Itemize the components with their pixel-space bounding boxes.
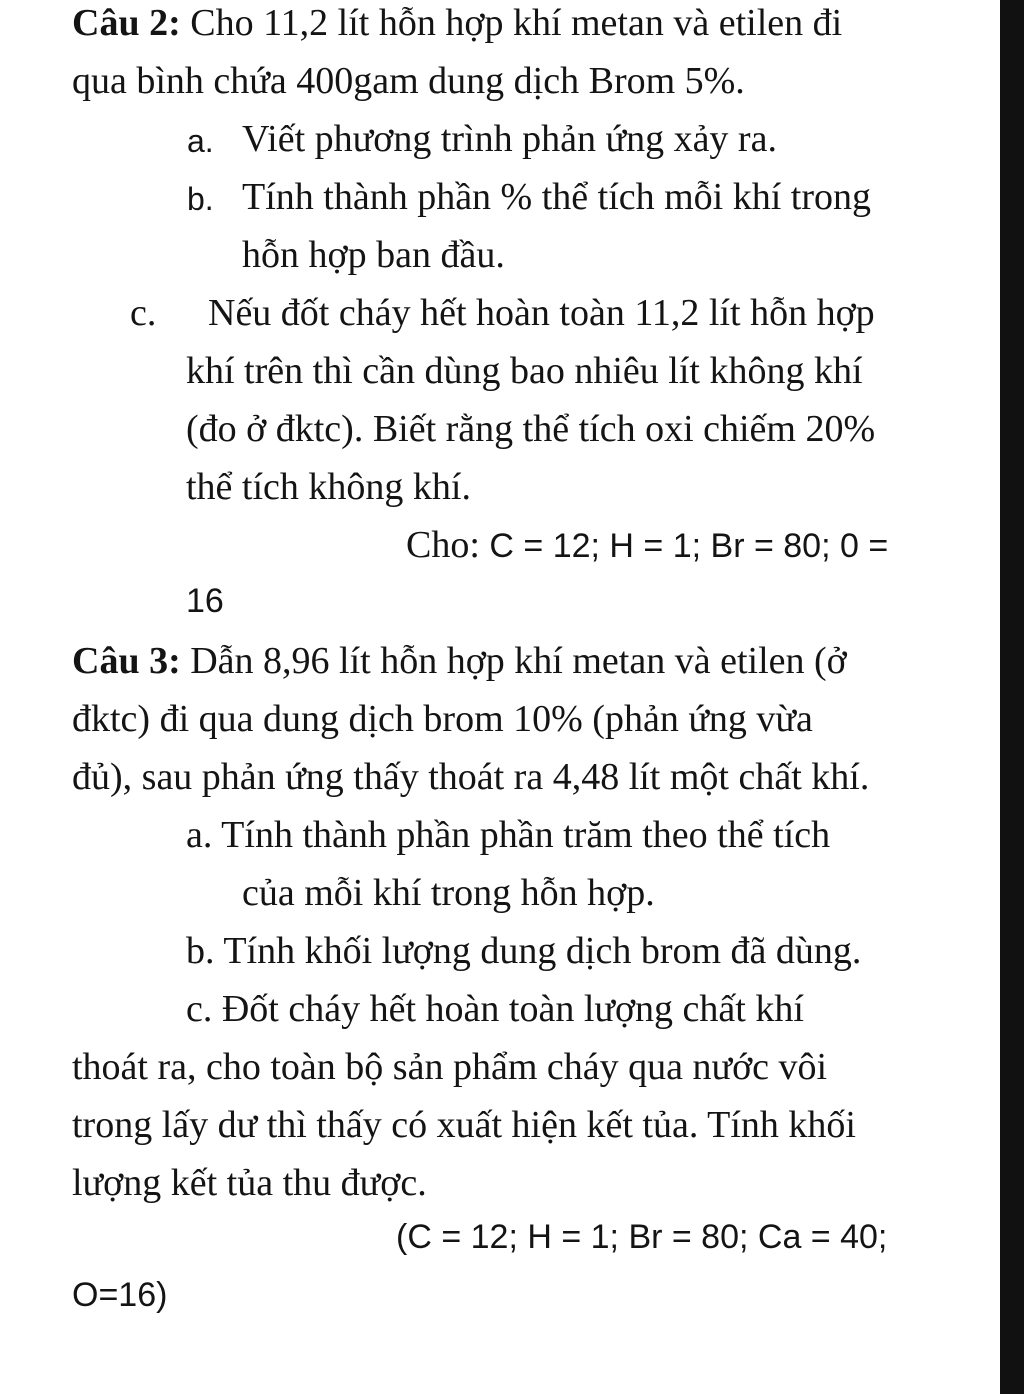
- q2-c-marker: c.: [130, 292, 157, 334]
- q2-b-line-1: Tính thành phần % thể tích mỗi khí trong: [242, 176, 872, 218]
- q2-b-line-2: hỗn hợp ban đầu.: [242, 234, 505, 276]
- q3-b-text: b. Tính khối lượng dung dịch brom đã dùng.: [186, 930, 862, 972]
- right-edge-bar: [1000, 0, 1024, 1394]
- q2-stem-line-2: qua bình chứa 400gam dung dịch Brom 5%.: [72, 60, 745, 102]
- q3-stem-line-1: [72, 642, 847, 680]
- q2-c-line-3: (đo ở đktc). Biết rằng thể tích oxi chiếm 20%: [186, 408, 876, 450]
- q2-b-marker: b.: [187, 181, 214, 217]
- q3-stem-text-1: Dẫn 8,96 lít hỗn hợp khí metan và etilen (ở: [190, 640, 847, 682]
- q2-c-line-2: khí trên thì cần dùng bao nhiêu lít không khí: [186, 350, 863, 392]
- q2-c-line-4: thể tích không khí.: [186, 466, 471, 508]
- q3-a-line-1: a. Tính thành phần phần trăm theo thể tích: [186, 814, 831, 856]
- q2-stem-text-1: Cho 11,2 lít hỗn hợp khí metan và etilen đi: [190, 2, 843, 44]
- q3-c-line-3: trong lấy dư thì thấy có xuất hiện kết tủa. Tính khối: [72, 1104, 856, 1146]
- q3-label: Câu 3:: [72, 640, 181, 682]
- q3-c-line-1: c. Đốt cháy hết hoàn toàn lượng chất khí: [186, 988, 804, 1030]
- q2-stem-line-1: [72, 4, 842, 42]
- q2-label: Câu 2:: [72, 2, 181, 44]
- q2-a-text: Viết phương trình phản ứng xảy ra.: [242, 118, 777, 160]
- q3-c-line-4: lượng kết tủa thu được.: [72, 1162, 427, 1204]
- q3-c-line-2: thoát ra, cho toàn bộ sản phẩm cháy qua nước vôi: [72, 1046, 828, 1088]
- q3-a-line-2: của mỗi khí trong hỗn hợp.: [242, 872, 655, 914]
- q2-given-label: Cho:: [406, 524, 480, 566]
- q2-given-line: [406, 526, 888, 564]
- q2-c-line-1: Nếu đốt cháy hết hoàn toàn 11,2 lít hỗn hợp: [208, 292, 875, 334]
- q2-given-values: C = 12; H = 1; Br = 80; 0 =: [489, 527, 889, 565]
- q3-stem-line-3: đủ), sau phản ứng thấy thoát ra 4,48 lít một chất khí.: [72, 756, 870, 798]
- q3-given-cont: O=16): [72, 1276, 168, 1314]
- q3-stem-line-2: đktc) đi qua dung dịch brom 10% (phản ứng vừa: [72, 698, 813, 740]
- q3-given-values: (C = 12; H = 1; Br = 80; Ca = 40;: [396, 1218, 888, 1256]
- q2-given-cont: 16: [186, 582, 224, 620]
- q2-a-marker: a.: [187, 123, 214, 159]
